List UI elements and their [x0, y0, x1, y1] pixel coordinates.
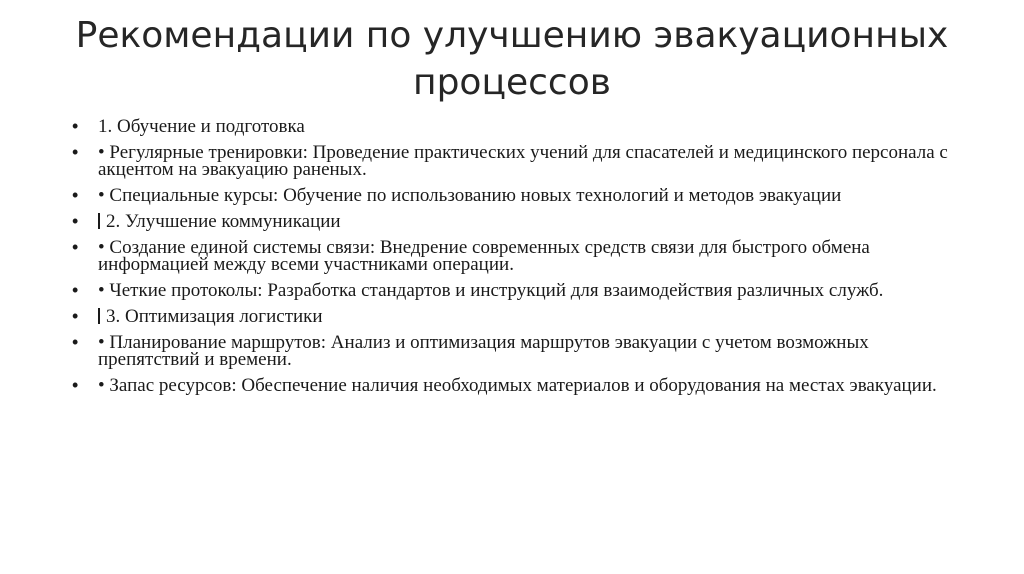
bullet-list [72, 118, 952, 403]
bullet-icon: • [72, 116, 79, 136]
list-item-text: • Запас ресурсов: Обеспечение наличия необходимых материалов и оборудования на местах эвакуации. [98, 375, 937, 396]
list-item-text: 2. Улучшение коммуникации [106, 211, 341, 232]
text-cursor-icon [98, 308, 100, 324]
list-item [72, 282, 952, 299]
list-item-text: 3. Оптимизация логистики [106, 306, 323, 327]
list-item [72, 239, 952, 273]
bullet-icon: • [72, 185, 79, 205]
list-item-text: • Планирование маршрутов: Анализ и оптимизация маршрутов эвакуации с учетом возможных препятствий и времени. [98, 332, 869, 370]
list-item [72, 144, 952, 178]
bullet-icon: • [72, 306, 79, 326]
slide-title: Рекомендации по улучшению эвакуационных процессов [75, 15, 949, 103]
bullet-icon: • [72, 237, 79, 257]
list-item [72, 213, 952, 230]
list-item-text: • Регулярные тренировки: Проведение практических учений для спасателей и медицинского персонала с акцентом на эвакуацию раненых. [98, 142, 948, 180]
list-item [72, 377, 952, 394]
text-cursor-icon [98, 213, 100, 229]
list-item-text: 1. Обучение и подготовка [98, 116, 305, 137]
bullet-icon: • [72, 332, 79, 352]
bullet-icon: • [72, 375, 79, 395]
list-item-text: • Создание единой системы связи: Внедрение современных средств связи для быстрого обмена информацией между всеми участниками операции. [98, 237, 870, 275]
bullet-icon: • [72, 142, 79, 162]
list-item [72, 118, 952, 135]
bullet-icon: • [72, 280, 79, 300]
list-item [72, 334, 952, 368]
list-item-text: • Специальные курсы: Обучение по использованию новых технологий и методов эвакуации [98, 185, 842, 206]
list-item [72, 308, 952, 325]
bullet-icon: • [72, 211, 79, 231]
list-item-text: • Четкие протоколы: Разработка стандартов и инструкций для взаимодействия различных служб. [98, 280, 884, 301]
list-item [72, 187, 952, 204]
